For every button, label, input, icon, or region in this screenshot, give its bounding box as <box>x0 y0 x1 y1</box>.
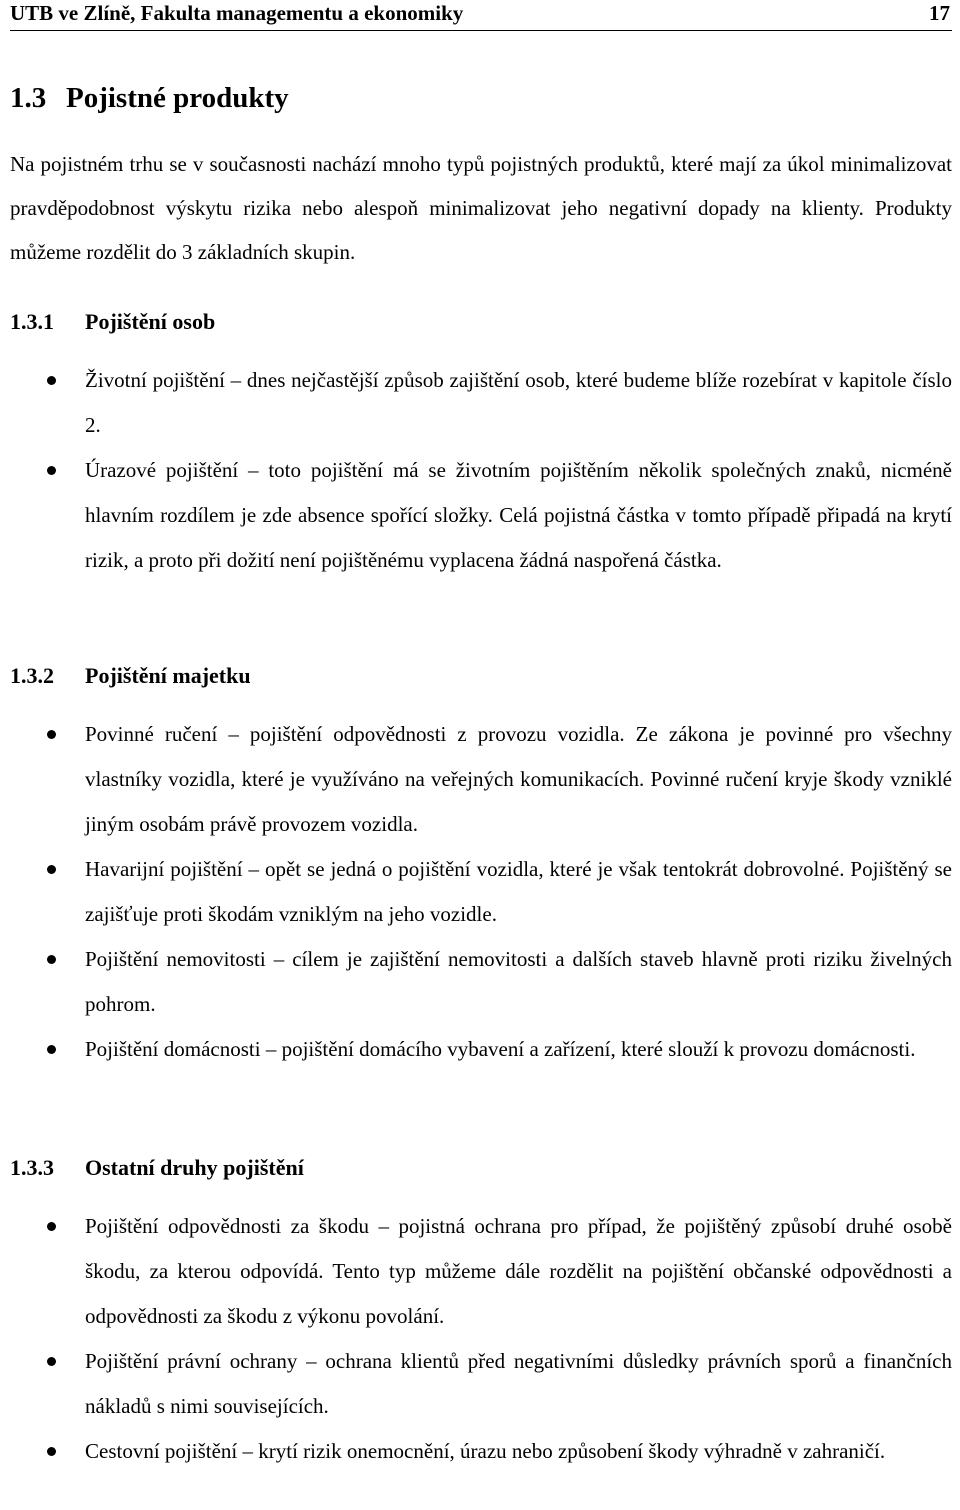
subsection-title: Ostatní druhy pojištění <box>85 1155 304 1180</box>
list-item <box>0 1027 952 1072</box>
list-item-text: Cestovní pojištění – krytí rizik onemocnění, úrazu nebo způsobení škody výhradně v zahraničí. <box>85 1439 886 1463</box>
bullet-icon <box>47 376 56 385</box>
bullet-icon <box>47 730 56 739</box>
subsection-number: 1.3.1 <box>10 309 54 334</box>
section-number: 1.3 <box>10 82 47 114</box>
header-title: UTB ve Zlíně, Fakulta managementu a ekonomiky <box>10 1 464 25</box>
list-item <box>0 1339 952 1429</box>
list-item <box>0 1204 952 1339</box>
list-item-text: Havarijní pojištění – opět se jedná o pojištění vozidla, které je však tentokrát dobrovolné. Pojištěný se zajišťuje proti škodám vzniklým na jeho vozidle. <box>85 857 952 926</box>
subsection-number: 1.3.3 <box>10 1155 54 1180</box>
list-item <box>0 937 952 1027</box>
page-number: 17 <box>929 1 950 25</box>
subsection-number: 1.3.2 <box>10 663 54 688</box>
bullet-icon <box>47 1045 56 1054</box>
bullet-icon <box>47 466 56 475</box>
section-heading <box>10 80 289 116</box>
list-item <box>0 847 952 937</box>
bullet-icon <box>47 865 56 874</box>
section-title: Pojistné produkty <box>66 82 289 114</box>
list-item-text: Povinné ručení – pojištění odpovědnosti z provozu vozidla. Ze zákona je povinné pro všechny vlastníky vozidla, které je využíváno na veřejných komunikacích. Povinné ručení kryje škody vzniklé jiným osobám právě provozem vozidla. <box>85 722 952 836</box>
list-item <box>0 448 952 583</box>
subsection-title: Pojištění majetku <box>85 663 251 688</box>
subsection-title: Pojištění osob <box>85 309 216 334</box>
bullet-icon <box>47 1447 56 1456</box>
bullet-list-majetku <box>0 712 952 1072</box>
list-item <box>0 358 952 448</box>
list-item-text: Pojištění domácnosti – pojištění domácího vybavení a zařízení, které slouží k provozu domácnosti. <box>85 1037 916 1061</box>
subsection-heading-majetku <box>10 661 251 691</box>
running-header <box>10 0 952 31</box>
subsection-heading-ostatni <box>10 1153 304 1183</box>
bullet-list-ostatni <box>0 1204 952 1474</box>
list-item <box>0 1429 952 1474</box>
subsection-heading-osob <box>10 307 215 337</box>
intro-paragraph: Na pojistném trhu se v současnosti nachází mnoho typů pojistných produktů, které mají za úkol minimalizovat pravděpodobnost výskytu rizika nebo alespoň minimalizovat jeho negativní dopady na klienty. Produkty můžeme rozdělit do 3 základních skupin. <box>10 152 952 264</box>
bullet-icon <box>47 1357 56 1366</box>
bullet-icon <box>47 1222 56 1231</box>
list-item-text: Pojištění nemovitosti – cílem je zajištění nemovitosti a dalších staveb hlavně proti riziku živelných pohrom. <box>85 947 952 1016</box>
bullet-list-osob <box>0 358 952 583</box>
bullet-icon <box>47 955 56 964</box>
list-item-text: Pojištění odpovědnosti za škodu – pojistná ochrana pro případ, že pojištěný způsobí druhé osobě škodu, za kterou odpovídá. Tento typ můžeme dále rozdělit na pojištění občanské odpovědnosti a odpovědnosti za škodu z výkonu povolání. <box>85 1214 952 1328</box>
list-item-text: Úrazové pojištění – toto pojištění má se životním pojištěním několik společných znaků, nicméně hlavním rozdílem je zde absence spořící složky. Celá pojistná částka v tomto případě připadá na krytí rizik, a proto při dožití není pojištěnému vyplacena žádná naspořená částka. <box>85 458 952 572</box>
list-item-text: Životní pojištění – dnes nejčastější způsob zajištění osob, které budeme blíže rozebírat v kapitole číslo 2. <box>85 368 952 437</box>
list-item-text: Pojištění právní ochrany – ochrana klientů před negativními důsledky právních sporů a finančních nákladů s nimi souvisejících. <box>85 1349 952 1418</box>
list-item <box>0 712 952 847</box>
